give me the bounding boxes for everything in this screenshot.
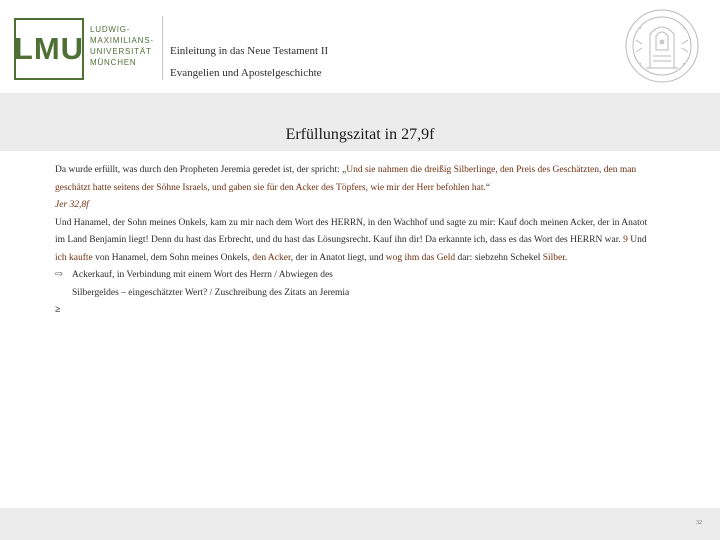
university-seal-icon (616, 6, 708, 86)
slide-header (0, 0, 720, 93)
trailing-mark: ≥ (55, 305, 61, 315)
quote-text: . (564, 252, 568, 263)
course-title: Einleitung in das Neue Testament II (170, 45, 329, 57)
logo-line: LUDWIG- (90, 25, 131, 34)
quote-text: dar: siebzehn Schekel (455, 252, 543, 263)
quote-text: Und Hanamel, der Sohn meines Onkels, kam zu mir nach dem Wort des HERRN, in den Wachhof und sagte zu mir: Kauf doch meinen Acker, der in Anatot im Land Benjamin liegt! Denn du hast das Erbrecht, und du hast das Lösungsrecht. Kauf ihn dir! Da erkannte ich, dass es das Wort des HERRN war. (55, 217, 648, 245)
quote-jeremiah (55, 215, 655, 268)
header-divider (162, 16, 163, 80)
logo-line: MAXIMILIANS- (90, 36, 154, 45)
arrow-right-outline-icon: ⇨ (55, 270, 63, 280)
quote-highlight: Silber (542, 252, 565, 263)
quote-text: von Hanamel, dem Sohn meines Onkels, (92, 252, 253, 263)
footer-band (0, 508, 720, 540)
quote-text: Und (627, 235, 647, 245)
note-line-continued: Silbergeldes – eingeschätzter Wert? / Zuschreibung des Zitats an Jeremia (72, 287, 350, 298)
course-info (170, 40, 328, 84)
quote-close: “ (485, 182, 491, 193)
quote-matthew (55, 162, 655, 197)
quote-highlight: Und sie nahmen die dreißig Silberlinge, den Preis des Geschätzten, den man geschätzt hatte seitens der Söhne Israels, und gaben sie für den Acker des Töpfers, wie mir der Herr befohlen hat. (55, 165, 637, 193)
slide-content (55, 162, 655, 320)
scripture-reference: Jer 32,8f (55, 200, 89, 210)
note-text: Ackerkauf, in Verbindung mit einem Wort des Herrn / Abwiegen des (72, 270, 333, 280)
quote-text: , der in Anatot liegt, und (290, 252, 386, 263)
quote-highlight: ich kaufte (55, 252, 93, 263)
course-subtitle: Evangelien und Apostelgeschichte (170, 67, 322, 79)
verse-number: 9 (623, 235, 628, 245)
note-line (55, 267, 655, 285)
page-number: 32 (696, 520, 702, 526)
lmu-logo-mark: LMU (14, 18, 84, 80)
slide-title: Erfüllungszitat in 27,9f (285, 126, 435, 143)
quote-intro: Da wurde erfüllt, was durch den Propheten Jeremia geredet ist, der spricht: „ (55, 165, 347, 175)
lmu-logo (14, 18, 160, 80)
logo-line: UNIVERSITÄT (90, 47, 152, 56)
quote-highlight: wog ihm das Geld (385, 252, 456, 263)
lmu-logo-text (90, 24, 170, 68)
quote-highlight: den Acker (252, 252, 291, 263)
logo-line: MÜNCHEN (90, 58, 137, 67)
